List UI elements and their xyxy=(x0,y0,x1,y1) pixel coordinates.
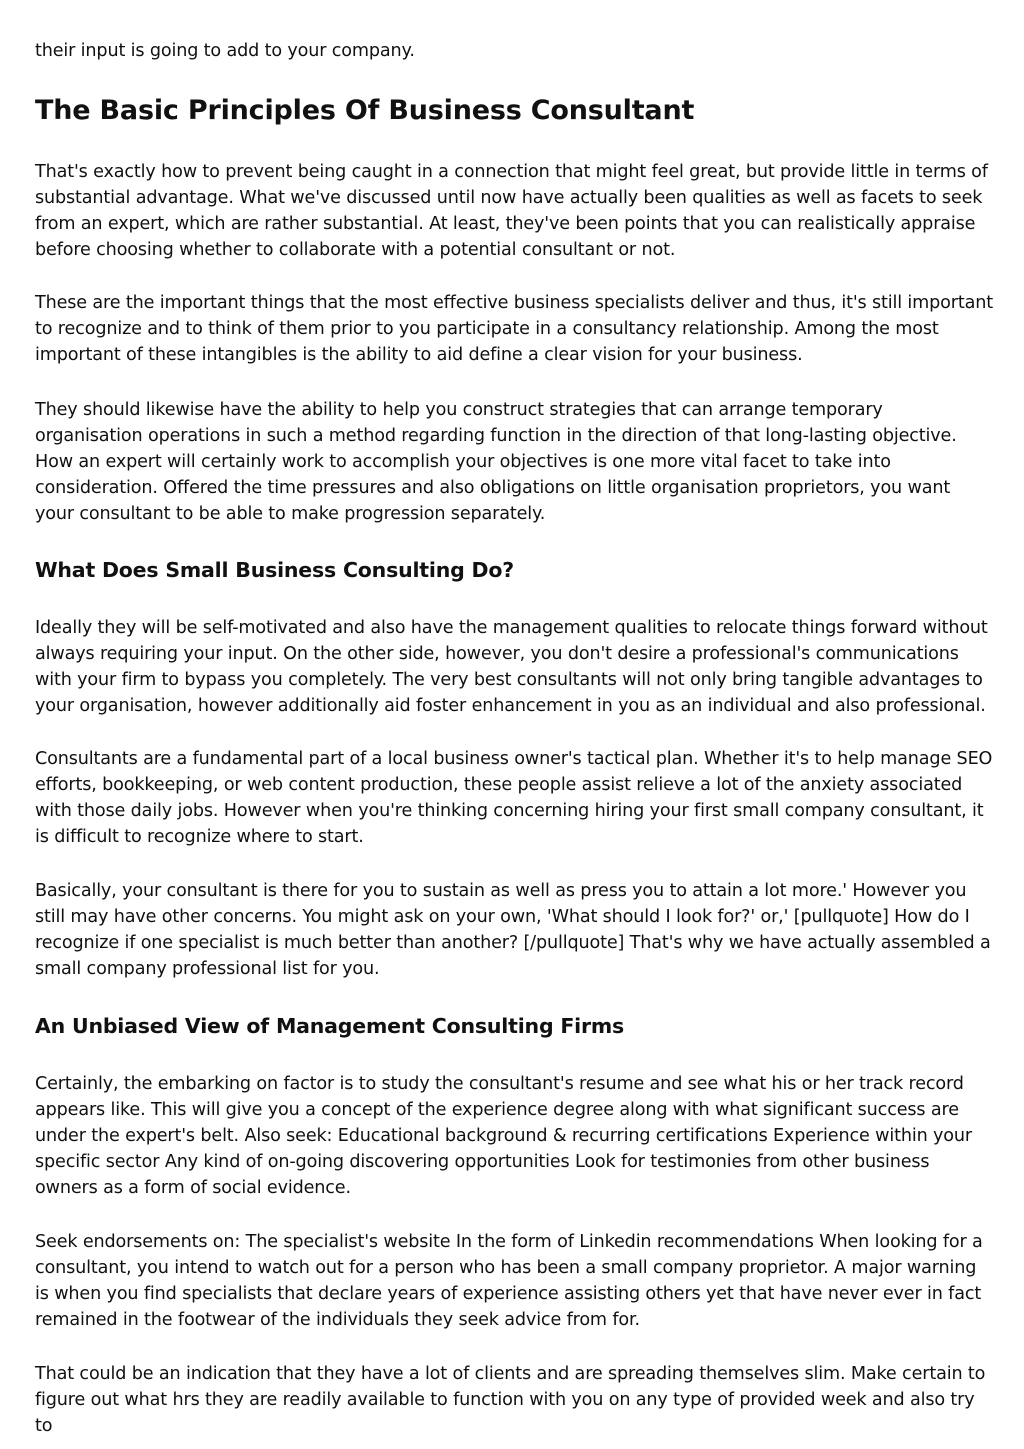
section-heading: What Does Small Business Consulting Do? xyxy=(35,558,514,582)
paragraph: These are the important things that the most effective business specialists deliver and thus, it's still important to recognize and to think of them prior to you participate in a consultancy relationship. Among the most important of these intangibles is the ability to aid define a clear vision for your business. xyxy=(35,293,993,365)
paragraph: Certainly, the embarking on factor is to study the consultant's resume and see what his or her track record appears like. This will give you a concept of the experience degree along with what significant success are under the expert's belt. Also seek: Educational background & recurring certifications Experience within your specific sector Any kind of on-going discovering opportunities Look for testimonies from other business owners as a form of social evidence. xyxy=(35,1074,972,1198)
paragraph: That's exactly how to prevent being caught in a connection that might feel great, but provide little in terms of substantial advantage. What we've discussed until now have actually been qualities as well as facets to seek from an expert, which are rather substantial. At least, they've been points that you can realistically appraise before choosing whether to collaborate with a potential consultant or not. xyxy=(35,162,988,260)
paragraph: Basically, your consultant is there for you to sustain as well as press you to attain a lot more.' However you still may have other concerns. You might ask on your own, 'What should I look for?' or,' [pullquote] How do I recognize if one specialist is much better than another? [/pullquote] That's why we have actually assembled a small company professional list for you. xyxy=(35,881,991,979)
paragraph: That could be an indication that they have a lot of clients and are spreading themselves slim. Make certain to figure out what hrs they are readily available to function with you on any type of provided week and also try to xyxy=(35,1364,986,1436)
paragraph: Consultants are a fundamental part of a local business owner's tactical plan. Whether it's to help manage SEO efforts, bookkeeping, or web content production, these people assist relieve a lot of the anxiety associated with those daily jobs. However when you're thinking concerning hiring your first small company consultant, it is difficult to recognize where to start. xyxy=(35,749,993,847)
intro-paragraph: their input is going to add to your company. xyxy=(35,41,415,61)
paragraph: They should likewise have the ability to help you construct strategies that can arrange temporary organisation operations in such a method regarding function in the direction of that long-lasting objective. How an expert will certainly work to accomplish your objectives is one more vital facet to take into consideration. Offered the time pressures and also obligations on little organisation proprietors, you want your consultant to be able to make progression separately. xyxy=(35,400,957,524)
section-heading: The Basic Principles Of Business Consultant xyxy=(35,95,695,126)
paragraph: Ideally they will be self-motivated and also have the management qualities to relocate things forward without always requiring your input. On the other side, however, you don't desire a professional's communications with your firm to bypass you completely. The very best consultants will not only bring tangible advantages to your organisation, however additionally aid foster enhancement in you as an individual and also professional. xyxy=(35,618,988,716)
paragraph: Seek endorsements on: The specialist's website In the form of Linkedin recommendations When looking for a consultant, you intend to watch out for a person who has been a small company proprietor. A major warning is when you find specialists that declare years of experience assisting others yet that have never ever in fact remained in the footwear of the individuals they seek advice from for. xyxy=(35,1232,983,1330)
section-heading: An Unbiased View of Management Consulting Firms xyxy=(35,1014,625,1038)
